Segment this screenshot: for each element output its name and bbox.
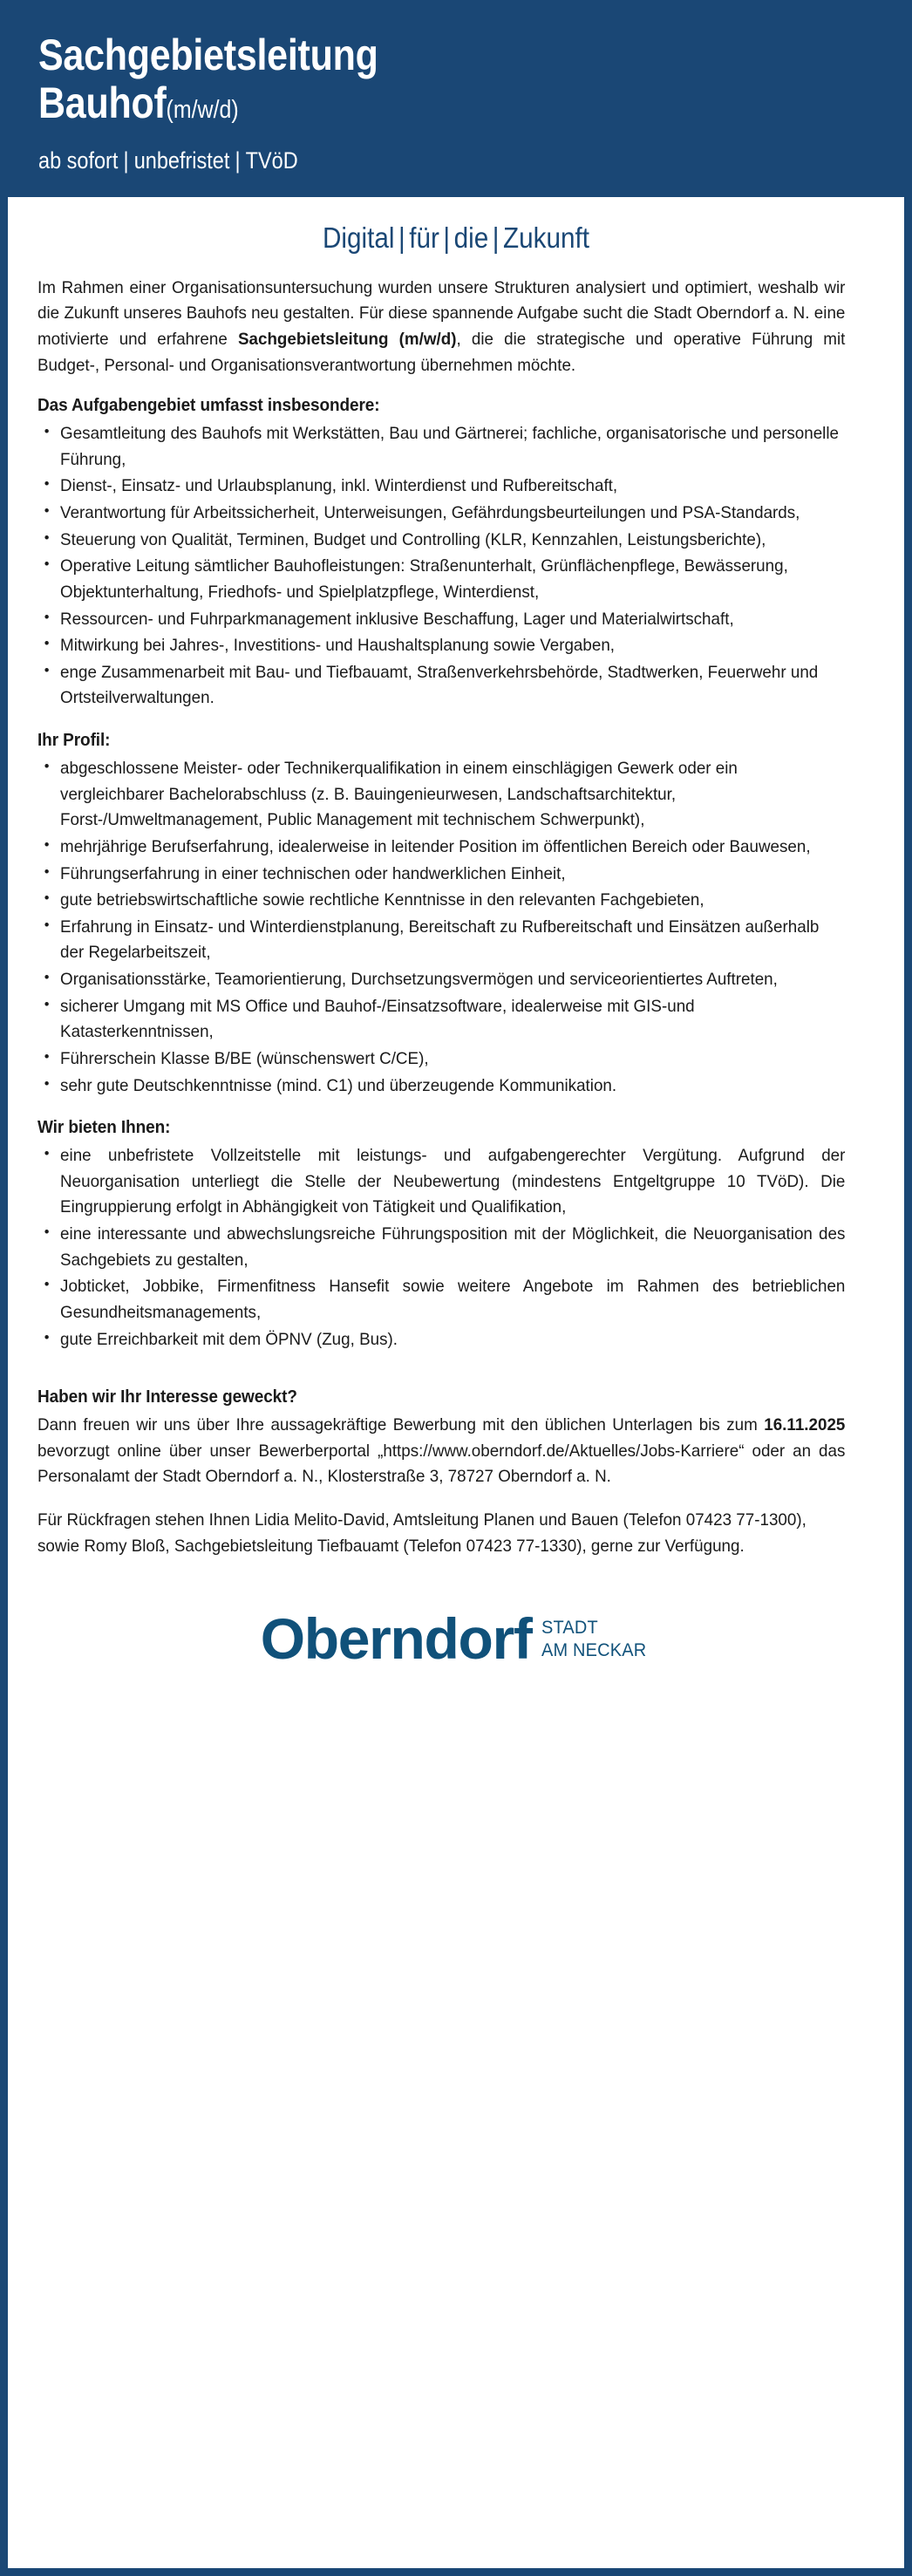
list-item: • eine interessante und abwechslungsreiche Führungsposition mit der Möglichkeit, die Neuorganisation des Sachgebiets zu gestalten, — [37, 1222, 845, 1273]
intro-text-after: , die die strategische und operative Führung mit Budget-, Personal- und Organisationsverantwortung übernehmen möchte. — [37, 329, 846, 375]
list-item: • Organisationsstärke, Teamorientierung, Durchsetzungsvermögen und serviceorientiertes Auftreten, — [37, 967, 845, 993]
separator-icon: | — [492, 221, 500, 254]
ad-body — [8, 197, 904, 1672]
page-title — [38, 33, 757, 126]
separator-icon: | — [235, 147, 241, 174]
list-item: • sicherer Umgang mit MS Office und Bauhof-/Einsatzsoftware, idealerweise mit GIS-und Katasterkenntnissen, — [37, 994, 845, 1046]
slogan-word-1: Digital — [322, 221, 395, 254]
logo-wordmark: Oberndorf — [260, 1606, 532, 1672]
logo-subtitle — [541, 1617, 646, 1666]
intro-paragraph — [37, 276, 845, 379]
intro-text-before: Im Rahmen einer Organisationsuntersuchung wurden unsere Strukturen analysiert und optimiert, weshalb wir die Zukunft unseres Bauhofs neu gestalten. Für diese spannende Aufgabe sucht die Stadt Oberndorf a. N. eine motivierte und erfahrene — [37, 277, 846, 349]
separator-icon: | — [123, 147, 129, 174]
profile-list — [37, 756, 875, 1099]
list-item: • eine unbefristete Vollzeitstelle mit leistungs- und aufgabengerechter Vergütung. Aufgrund der Neuorganisation unterliegt die Stelle der Neubewertung (mindestens Entgeltgruppe 10 TVöD). Die Eingruppierung erfolgt in Abhängigkeit von Tätigkeit und Qualifikation, — [37, 1143, 845, 1221]
list-item: • Führungserfahrung in einer technischen oder handwerklichen Einheit, — [37, 862, 845, 888]
section-heading-tasks: Das Aufgabengebiet umfasst insbesondere: — [37, 396, 380, 416]
spacer — [37, 1356, 875, 1368]
slogan-word-2: für — [409, 221, 439, 254]
offer-list — [37, 1143, 875, 1353]
tasks-list — [37, 421, 875, 712]
slogan-word-4: Zukunft — [502, 221, 590, 254]
list-item: • abgeschlossene Meister- oder Technikerqualifikation in einem einschlägigen Gewerk oder ein vergleichbarer Bachelorabschluss (z. B. Bauingenieurwesen, Landschaftsarchitektur, Forst-/Umweltmanagement, Public Management mit technischem Schwerpunkt), — [37, 756, 845, 834]
list-item: • Mitwirkung bei Jahres-, Investitions- und Haushaltsplanung sowie Vergaben, — [37, 633, 845, 659]
condition-tariff: TVöD — [245, 147, 298, 174]
section-heading-offer: Wir bieten Ihnen: — [37, 1118, 171, 1138]
separator-icon: | — [443, 221, 451, 254]
employment-conditions — [38, 148, 765, 174]
oberndorf-logo — [260, 1606, 652, 1672]
list-item: • Dienst-, Einsatz- und Urlaubsplanung, inkl. Winterdienst und Rufbereitschaft, — [37, 474, 845, 500]
list-item: • gute Erreichbarkeit mit dem ÖPNV (Zug, Bus). — [37, 1327, 845, 1353]
list-item: • mehrjährige Berufserfahrung, idealerweise in leitender Position im öffentlichen Bereich oder Bauwesen, — [37, 835, 845, 861]
list-item: • Operative Leitung sämtlicher Bauhofleistungen: Straßenunterhalt, Grünflächenpflege, Bewässerung, Objektunterhaltung, Friedhofs- und Spielplatzpflege, Winterdienst, — [37, 554, 845, 605]
logo-subtitle-line2: AM NECKAR — [541, 1640, 646, 1661]
ad-footer — [37, 1577, 875, 1672]
condition-duration: unbefristet — [133, 147, 230, 174]
slogan-word-3: die — [453, 221, 489, 254]
intro-job-title: Sachgebietsleitung (m/w/d) — [237, 329, 457, 349]
separator-icon: | — [398, 221, 405, 254]
list-item: • Erfahrung in Einsatz- und Winterdienstplanung, Bereitschaft zu Rufbereitschaft und Einsätzen außerhalb der Regelarbeitszeit, — [37, 915, 845, 966]
logo-subtitle-line1: STADT — [541, 1618, 598, 1639]
application-text-before: Dann freuen wir uns über Ihre aussagekräftige Bewerbung mit den üblichen Unterlagen bis zum — [37, 1415, 765, 1435]
application-paragraph — [37, 1413, 845, 1490]
ad-header — [7, 7, 905, 197]
application-deadline: 16.11.2025 — [764, 1415, 846, 1435]
job-title-line2: Bauhof — [38, 78, 167, 127]
section-heading-interest: Haben wir Ihr Interesse geweckt? — [37, 1387, 297, 1407]
section-heading-profile: Ihr Profil: — [37, 731, 111, 751]
slogan — [79, 221, 833, 255]
list-item: • Gesamtleitung des Bauhofs mit Werkstätten, Bau und Gärtnerei; fachliche, organisatorische und personelle Führung, — [37, 421, 845, 473]
list-item: • Ressourcen- und Fuhrparkmanagement inklusive Beschaffung, Lager und Materialwirtschaft, — [37, 607, 845, 633]
gender-suffix: (m/w/d) — [166, 96, 239, 124]
list-item: • Führerschein Klasse B/BE (wünschenswert C/CE), — [37, 1046, 845, 1073]
contact-paragraph: Für Rückfragen stehen Ihnen Lidia Melito-David, Amtsleitung Planen und Bauen (Telefon 07423 77-1300), sowie Romy Bloß, Sachgebietsleitung Tiefbauamt (Telefon 07423 77-1330), gerne zur Verfügung. — [37, 1510, 807, 1556]
list-item: • gute betriebswirtschaftliche sowie rechtliche Kenntnisse in den relevanten Fachgebieten, — [37, 888, 845, 914]
list-item: • Verantwortung für Arbeitssicherheit, Unterweisungen, Gefährdungsbeurteilungen und PSA-Standards, — [37, 501, 845, 527]
list-item: • sehr gute Deutschkenntnisse (mind. C1) und überzeugende Kommunikation. — [37, 1073, 845, 1100]
job-title-line1: Sachgebietsleitung — [38, 31, 378, 79]
list-item: • enge Zusammenarbeit mit Bau- und Tiefbauamt, Straßenverkehrsbehörde, Stadtwerken, Feuerwehr und Ortsteilverwaltungen. — [37, 660, 845, 712]
condition-start: ab sofort — [38, 147, 119, 174]
application-text-after: bevorzugt online über unser Bewerberportal „https://www.oberndorf.de/Aktuelles/Jobs-Karriere“ oder an das Personalamt der Stadt Oberndorf a. N., Klosterstraße 3, 78727 Oberndorf a. N. — [37, 1441, 846, 1487]
list-item: • Steuerung von Qualität, Terminen, Budget und Controlling (KLR, Kennzahlen, Leistungsberichte), — [37, 528, 845, 554]
list-item: • Jobticket, Jobbike, Firmenfitness Hansefit sowie weitere Angebote im Rahmen des betrieblichen Gesundheitsmanagements, — [37, 1274, 845, 1325]
